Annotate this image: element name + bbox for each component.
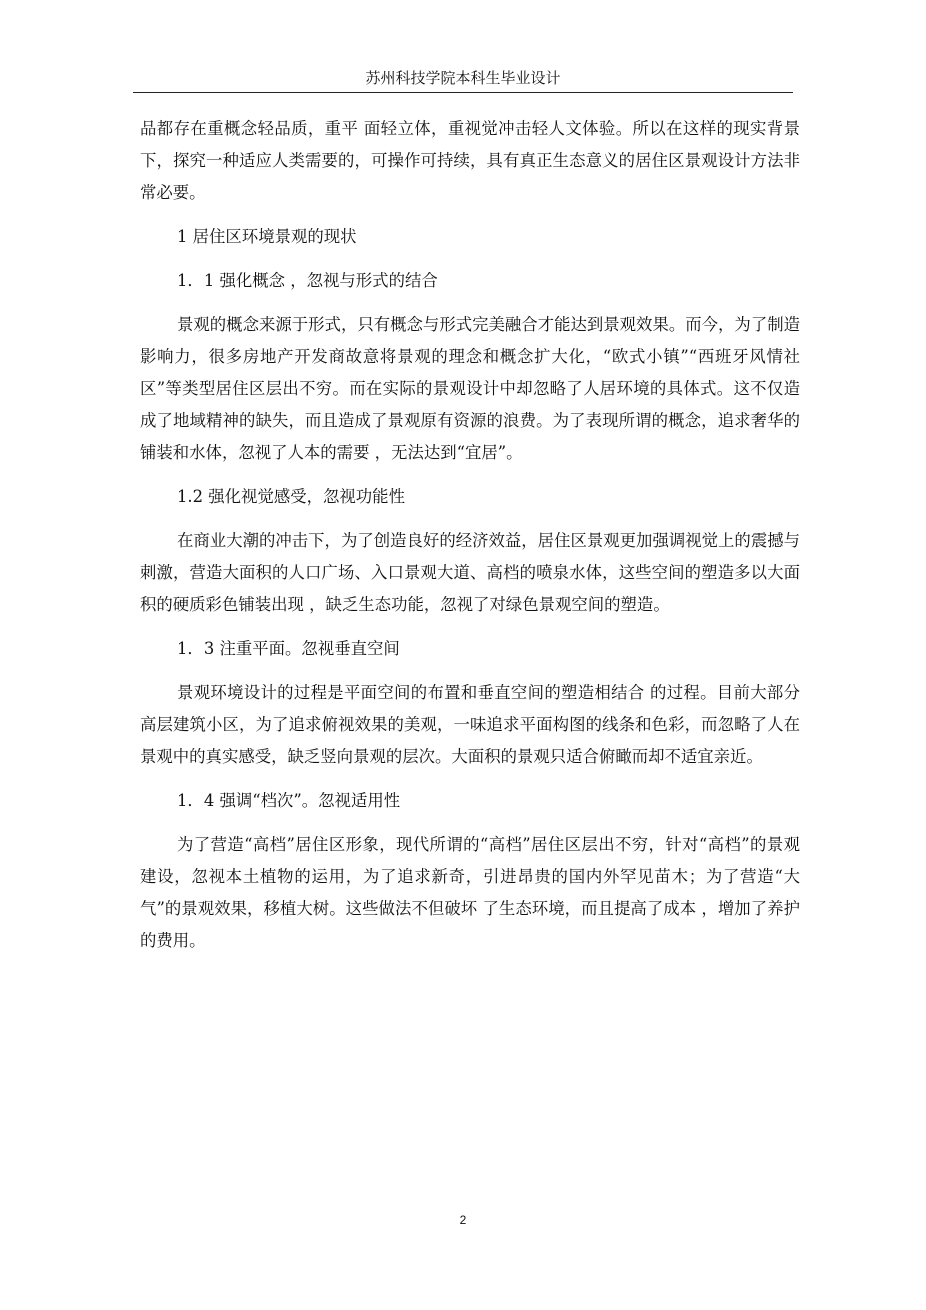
- page-header: [133, 64, 793, 93]
- section-1-4-paragraph: 为了营造“高档”居住区形象，现代所谓的“高档”居住区层出不穷，针对“高档”的景观建设，忽视本土植物的运用，为了追求新奇，引进昂贵的国内外罕见苗木；为了营造“大气”的景观效果，移植大树。这些做法不但破坏 了生态环境，而且提高了成本 ，增加了养护的费用。: [140, 835, 800, 950]
- section-1-2-paragraph: 在商业大潮的冲击下，为了创造良好的经济效益，居住区景观更加强调视觉上的震撼与刺激，营造大面积的人口广场、入口景观大道、高档的喷泉水体，这些空间的塑造多以大面积的硬质彩色铺装出现 ，缺乏生态功能，忽视了对绿色景观空间的塑造。: [140, 531, 800, 614]
- section-1-3-heading: 1．3 注重平面。忽视垂直空间: [177, 639, 400, 658]
- section-1-1-paragraph: 景观的概念来源于形式，只有概念与形式完美融合才能达到景观效果。而今，为了制造影响力，很多房地产开发商故意将景观的理念和概念扩大化，“欧式小镇”“西班牙风情社区”等类型居住区层出不穷。而在实际的景观设计中却忽略了人居环境的具体式。这不仅造成了地域精神的缺失，而且造成了景观原有资源的浪费。为了表现所谓的概念，追求奢华的铺装和水体，忽视了人本的需要 ，无法达到“宜居”。: [140, 315, 800, 462]
- section-1-3-paragraph: 景观环境设计的过程是平面空间的布置和垂直空间的塑造相结合 的过程。目前大部分高层建筑小区，为了追求俯视效果的美观，一味追求平面构图的线条和色彩，而忽略了人在景观中的真实感受，缺乏竖向景观的层次。大面积的景观只适合俯瞰而却不适宜亲近。: [140, 683, 800, 766]
- section-1-1-heading: 1．1 强化概念 ，忽视与形式的结合: [177, 271, 438, 290]
- header-title: 苏州科技学院本科生毕业设计: [365, 69, 561, 87]
- section-1-2-heading: 1.2 强化视觉感受，忽视功能性: [177, 487, 405, 506]
- page-number: 2: [459, 1213, 467, 1227]
- intro-paragraph: 品都存在重概念轻品质，重平 面轻立体，重视觉冲击轻人文体验。所以在这样的现实背景下，探究一种适应人类需要的，可操作可持续，具有真正生态意义的居住区景观设计方法非常必要。: [140, 119, 800, 202]
- section-1-4-heading: 1．4 强调“档次”。忽视适用性: [177, 791, 401, 810]
- document-body: [140, 113, 800, 957]
- section-1-heading: 1 居住区环境景观的现状: [177, 227, 357, 246]
